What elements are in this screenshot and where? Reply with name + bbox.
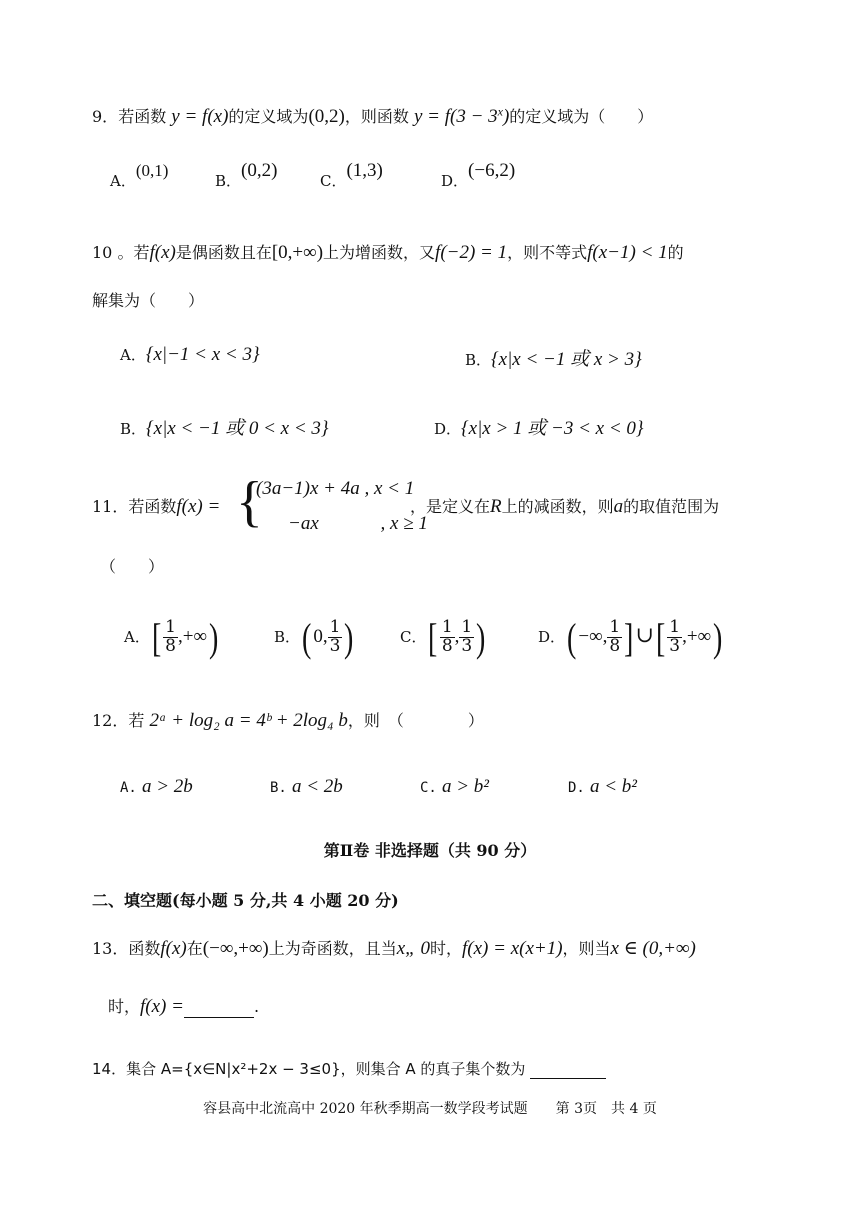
q11-case2: −ax , x ≥ 1	[288, 513, 428, 534]
q9-option-a[interactable]: A．(0,1)	[110, 161, 169, 190]
fraction: $\frac{1}{8}$	[165, 617, 176, 656]
q9-option-c[interactable]: C．(1,3)	[320, 160, 383, 190]
q11-number: 11．	[92, 497, 129, 516]
fraction: $\frac{1}{8}$	[441, 617, 453, 656]
q11-option-b[interactable]: B．( 0, $\frac{1}{3}$ )	[274, 615, 354, 660]
q9-stem: 9．若函数 y = f(x)的定义域为(0,2)，则函数 $y = f(3 - 3^x)$的定义域为（ ）	[92, 104, 654, 127]
q11-option-c[interactable]: C．[ $\frac{1}{8}$ , $\frac{1}{3}$ )	[400, 615, 486, 660]
q11-option-a[interactable]: A．[ $\frac{1}{8}$ ,+∞)	[124, 615, 219, 660]
q10-option-b[interactable]: B．{x|x < −1 或 x > 3}	[465, 349, 642, 370]
section-title: 第Ⅱ卷 非选择题（共 90 分）	[323, 841, 537, 860]
q9-domain: (0,2)	[308, 106, 345, 127]
q9-option-b[interactable]: B．(0,2)	[215, 160, 278, 190]
q12-option-c[interactable]: C. a > b²	[420, 776, 489, 797]
q12-option-d[interactable]: D. a < b²	[568, 776, 637, 797]
q14-number: 14．	[92, 1060, 127, 1078]
page-footer: 容县高中北流高中 2020 年秋季期高一数学段考试题 第 3页 共 4 页	[203, 1101, 657, 1117]
q12-stem: 12．若 2ᵃ + log₂ a = 4ᵇ + 2log₄ b，则 （ ）	[92, 710, 484, 731]
q11-case1: (3a−1)x + 4a , x < 1	[256, 478, 415, 499]
q12-option-a[interactable]: A. a > 2b	[120, 776, 193, 797]
q11-stem-start: 11．若函数f(x) =	[92, 496, 221, 517]
q13-number: 13．	[92, 939, 129, 958]
q10-option-d[interactable]: D．{x|x > 1 或 −3 < x < 0}	[434, 418, 644, 439]
q11-answer-paren: （ ）	[100, 557, 165, 576]
q9-option-d[interactable]: D．(−6,2)	[441, 160, 516, 190]
fraction: $\frac{1}{3}$	[669, 617, 681, 656]
q10-option-c[interactable]: B．{x|x < −1 或 0 < x < 3}	[120, 418, 329, 439]
fraction: $\frac{1}{8}$	[609, 617, 621, 656]
q14-stem: 14．集合 A={x∈N|x²+2x − 3≤0}，则集合 A 的真子集个数为	[92, 1058, 606, 1079]
fraction: $\frac{1}{3}$	[329, 617, 341, 656]
q12-equation: 2ᵃ + log₂ a = 4ᵇ + 2log₄ b	[149, 710, 348, 731]
answer-blank[interactable]	[184, 999, 254, 1018]
part-heading: 二、填空题(每小题 5 分,共 4 小题 20 分)	[92, 891, 399, 910]
q9-number: 9．	[92, 107, 119, 126]
q12-option-b[interactable]: B. a < 2b	[270, 776, 343, 797]
fraction: $\frac{1}{3}$	[461, 617, 473, 656]
answer-blank[interactable]	[530, 1060, 606, 1079]
q11-brace: {	[236, 471, 263, 533]
q13-stem: 13．函数f(x)在(−∞,+∞)上为奇函数，且当x„ 0时，f(x) = x(x+1)，则当x ∈ (0,+∞)	[92, 938, 696, 959]
q11-stem-end: ，是定义在R上的减函数，则a的取值范围为	[410, 496, 720, 517]
q11-option-d[interactable]: D．( −∞, $\frac{1}{8}$ ]∪[ $\frac{1}{3}$ ,+∞)	[538, 615, 723, 660]
q13-stem-line2: 时，f(x) = .	[108, 996, 260, 1017]
q10-option-a[interactable]: A．{x|−1 < x < 3}	[120, 344, 260, 365]
q10-stem: 10 。若f(x)是偶函数且在[0,+∞)上为增函数，又f(−2) = 1，则不等式f(x−1) < 1的	[92, 242, 684, 263]
q10-number: 10 。	[92, 243, 134, 262]
q10-stem-line2: 解集为（ ）	[92, 291, 205, 310]
q9-function: y = f(x)	[171, 106, 229, 127]
q12-number: 12．	[92, 711, 129, 730]
